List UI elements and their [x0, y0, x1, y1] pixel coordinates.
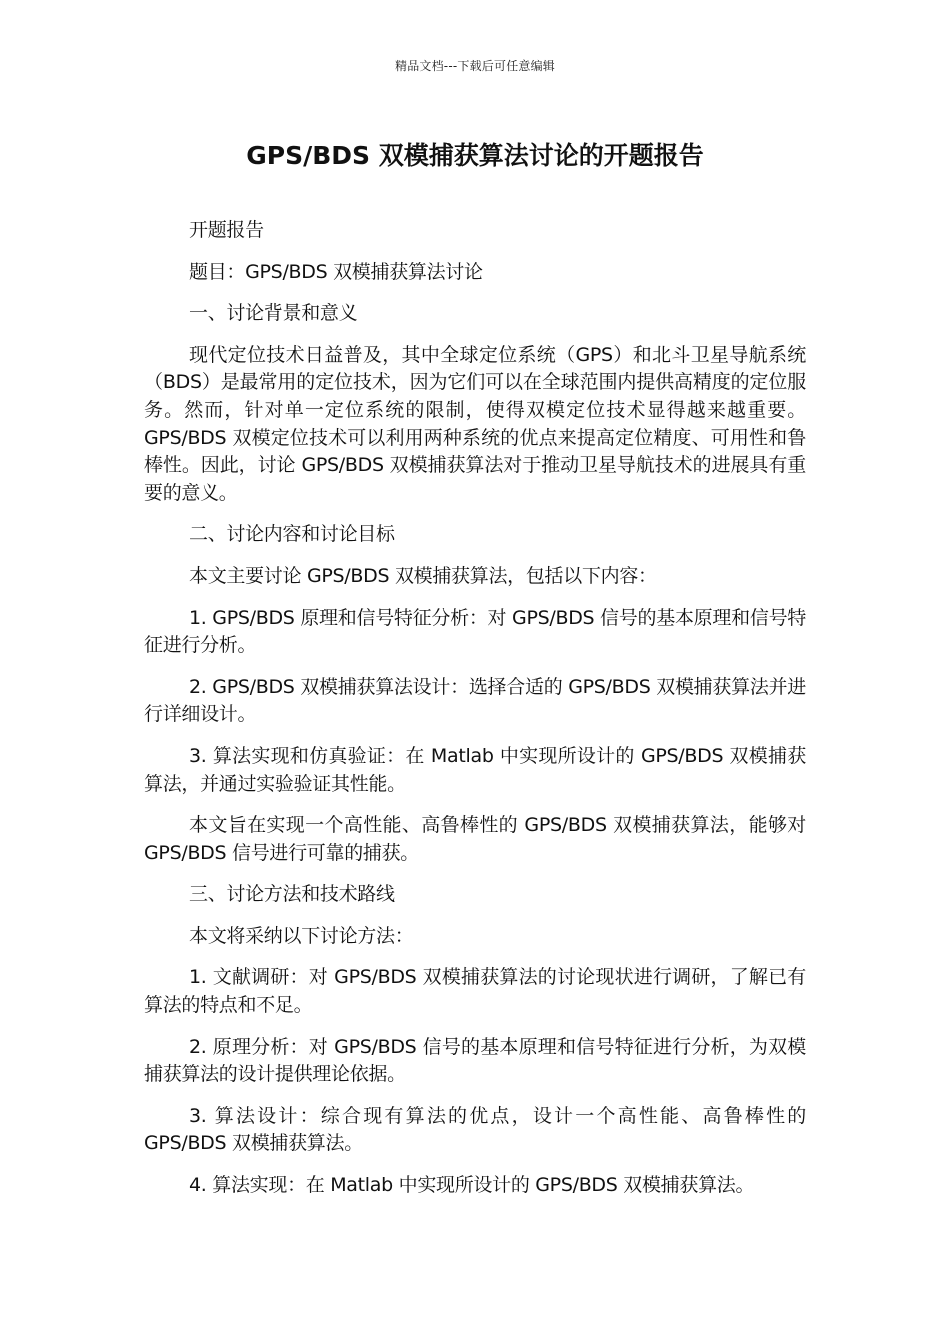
list-item-method-2: 2. 原理分析：对 GPS/BDS 信号的基本原理和信号特征进行分析，为双模捕获算法的设计提供理论依据。	[144, 1035, 806, 1086]
header-note: 精品文档---下载后可任意编辑	[395, 59, 555, 73]
list-item-content-1: 1. GPS/BDS 原理和信号特征分析：对 GPS/BDS 信号的基本原理和信号特征进行分析。	[144, 606, 806, 657]
section-heading-content: 二、讨论内容和讨论目标	[189, 523, 395, 546]
paragraph-method-intro: 本文将采纳以下讨论方法：	[189, 924, 414, 947]
document-body	[144, 217, 806, 1214]
list-item-method-1: 1. 文献调研：对 GPS/BDS 双模捕获算法的讨论现状进行调研，了解已有算法的特点和不足。	[144, 966, 806, 1017]
section-heading-background: 一、讨论背景和意义	[189, 302, 358, 325]
list-item-method-4: 4. 算法实现：在 Matlab 中实现所设计的 GPS/BDS 双模捕获算法。	[189, 1174, 755, 1197]
paragraph-topic: 题目：GPS/BDS 双模捕获算法讨论	[189, 260, 483, 283]
paragraph-background: 现代定位技术日益普及，其中全球定位系统（GPS）和北斗卫星导航系统（BDS）是最常用的定位技术，因为它们可以在全球范围内提供高精度的定位服务。然而，针对单一定位系统的限制，使得双模定位技术显得越来越重要。GPS/BDS 双模定位技术可以利用两种系统的优点来提高定位精度、可用性和鲁棒性。因此，讨论 GPS/BDS 双模捕获算法对于推动卫星导航技术的进展具有重要的意义。	[144, 343, 806, 504]
list-item-content-2: 2. GPS/BDS 双模捕获算法设计：选择合适的 GPS/BDS 双模捕获算法并进行详细设计。	[144, 675, 806, 726]
section-heading-method: 三、讨论方法和技术路线	[189, 883, 395, 906]
paragraph-goal: 本文旨在实现一个高性能、高鲁棒性的 GPS/BDS 双模捕获算法，能够对 GPS/BDS 信号进行可靠的捕获。	[144, 814, 806, 864]
document-title: GPS/BDS 双模捕获算法讨论的开题报告	[246, 141, 704, 170]
list-item-method-3: 3. 算法设计：综合现有算法的优点，设计一个高性能、高鲁棒性的 GPS/BDS 双模捕获算法。	[144, 1104, 806, 1155]
paragraph-content-intro: 本文主要讨论 GPS/BDS 双模捕获算法，包括以下内容：	[189, 564, 657, 587]
paragraph-report-label: 开题报告	[189, 219, 264, 241]
list-item-content-3: 3. 算法实现和仿真验证：在 Matlab 中实现所设计的 GPS/BDS 双模捕获算法，并通过实验验证其性能。	[144, 744, 806, 795]
